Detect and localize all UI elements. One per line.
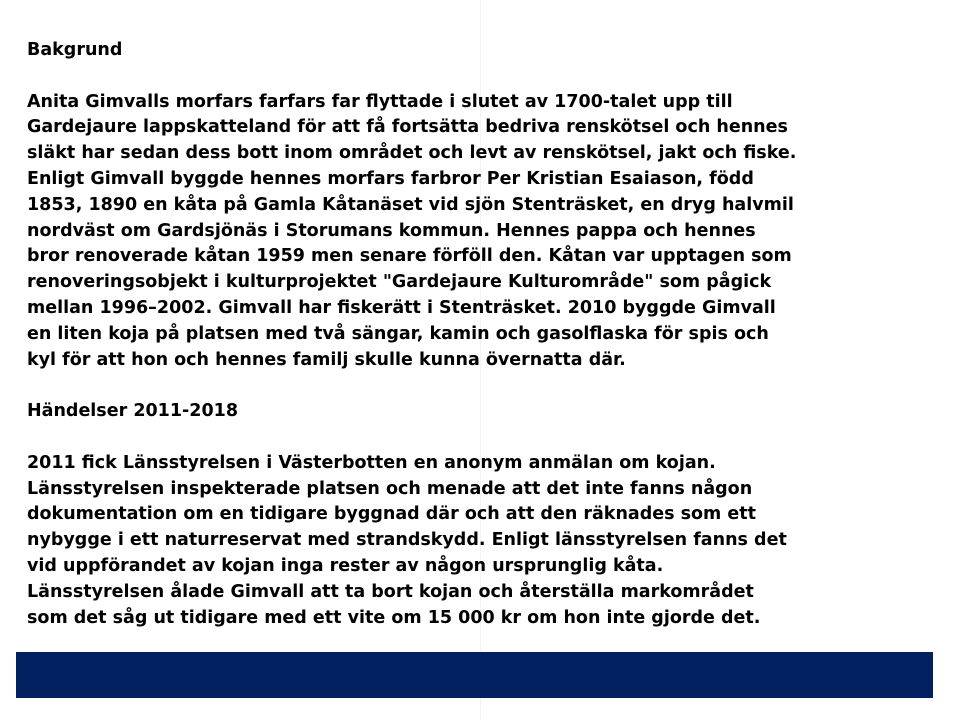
text-body	[27, 38, 947, 631]
paragraph-spacer	[27, 373, 947, 399]
paragraph-spacer	[27, 425, 947, 451]
events-paragraph: 2011 fick Länsstyrelsen i Västerbotten en anonym anmälan om kojan. Länsstyrelsen inspekterade platsen och menade att det inte fanns någon dokumentation om en tidigare byggnad där och att den räknades som ett nybygge i ett naturreservat med strandskydd. Enligt länsstyrelsen fanns det vid uppförandet av kojan inga rester av någon ursprunglig kåta. Länsstyrelsen ålade Gimvall att ta bort kojan och återställa markområdet som det såg ut tidigare med ett vite om 15 000 kr om hon inte gjorde det.	[27, 452, 787, 628]
events-heading: Händelser 2011-2018	[27, 401, 238, 422]
footer-bar	[16, 652, 933, 698]
background-paragraph: Anita Gimvalls morfars farfars far flyttade i slutet av 1700-talet upp till Gardejaure lappskatteland för att få fortsätta bedriva renskötsel och hennes släkt har sedan dess bott inom området och levt av renskötsel, jakt och fiske. Enligt Gimvall byggde hennes morfars farbror Per Kristian Esaiason, född 1853, 1890 en kåta på Gamla Kåtanäset vid sjön Stenträsket, en dryg halvmil nordväst om Gardsjönäs i Storumans kommun. Hennes pappa och hennes bror renoverade kåtan 1959 men senare förföll den. Kåtan var upptagen som renoveringsobjekt i kulturprojektet "Gardejaure Kulturområde" som pågick mellan 1996–2002. Gimvall har fiskerätt i Stenträsket. 2010 byggde Gimvall en liten koja på platsen med två sängar, kamin och gasolflaska för spis och kyl för att hon och hennes familj skulle kunna övernatta där.	[27, 91, 797, 370]
background-heading: Bakgrund	[27, 40, 123, 60]
paragraph-spacer	[27, 64, 947, 90]
